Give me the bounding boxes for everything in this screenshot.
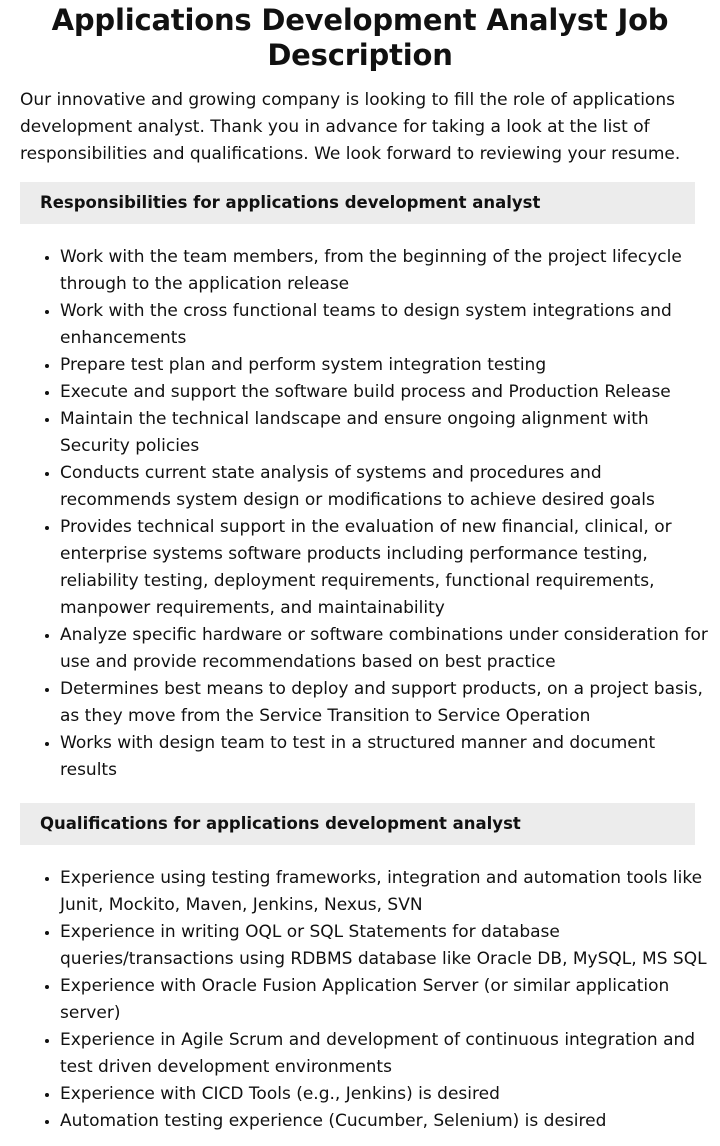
qualifications-heading: Qualifications for applications development analyst bbox=[20, 803, 695, 845]
responsibilities-list bbox=[0, 244, 720, 784]
list-item: • Determines best means to deploy and support products, on a project basis, as they move from the Service Transition to Service Operation bbox=[60, 676, 710, 730]
list-item: • Maintain the technical landscape and ensure ongoing alignment with Security policies bbox=[60, 406, 710, 460]
responsibilities-heading: Responsibilities for applications development analyst bbox=[20, 182, 695, 224]
page-title: Applications Development Analyst Job Description bbox=[51, 3, 669, 72]
list-item: • Work with the team members, from the beginning of the project lifecycle through to the application release bbox=[60, 244, 710, 298]
list-item: • Automation testing experience (Cucumber, Selenium) is desired bbox=[60, 1108, 710, 1135]
qualifications-list bbox=[0, 865, 720, 1135]
list-item: • Provides technical support in the evaluation of new financial, clinical, or enterprise systems software products including performance testing, reliability testing, deployment requirements, functional requirements, manpower requirements, and maintainability bbox=[60, 514, 710, 622]
list-item: • Works with design team to test in a structured manner and document results bbox=[60, 730, 710, 784]
list-item: • Execute and support the software build process and Production Release bbox=[60, 379, 710, 406]
list-item: • Experience in Agile Scrum and development of continuous integration and test driven development environments bbox=[60, 1027, 710, 1081]
list-item: • Work with the cross functional teams to design system integrations and enhancements bbox=[60, 298, 710, 352]
list-item: • Experience with CICD Tools (e.g., Jenkins) is desired bbox=[60, 1081, 710, 1108]
intro-paragraph: Our innovative and growing company is looking to fill the role of applications development analyst. Thank you in advance for taking a look at the list of responsibilities and qualifications. We look forward to reviewing your resume. bbox=[20, 90, 681, 164]
list-item: • Experience using testing frameworks, integration and automation tools like Junit, Mockito, Maven, Jenkins, Nexus, SVN bbox=[60, 865, 710, 919]
list-item: • Analyze specific hardware or software combinations under consideration for use and provide recommendations based on best practice bbox=[60, 622, 710, 676]
list-item: • Prepare test plan and perform system integration testing bbox=[60, 352, 710, 379]
list-item: • Experience in writing OQL or SQL Statements for database queries/transactions using RDBMS database like Oracle DB, MySQL, MS SQL bbox=[60, 919, 710, 973]
list-item: • Experience with Oracle Fusion Application Server (or similar application server) bbox=[60, 973, 710, 1027]
list-item: • Conducts current state analysis of systems and procedures and recommends system design or modifications to achieve desired goals bbox=[60, 460, 710, 514]
